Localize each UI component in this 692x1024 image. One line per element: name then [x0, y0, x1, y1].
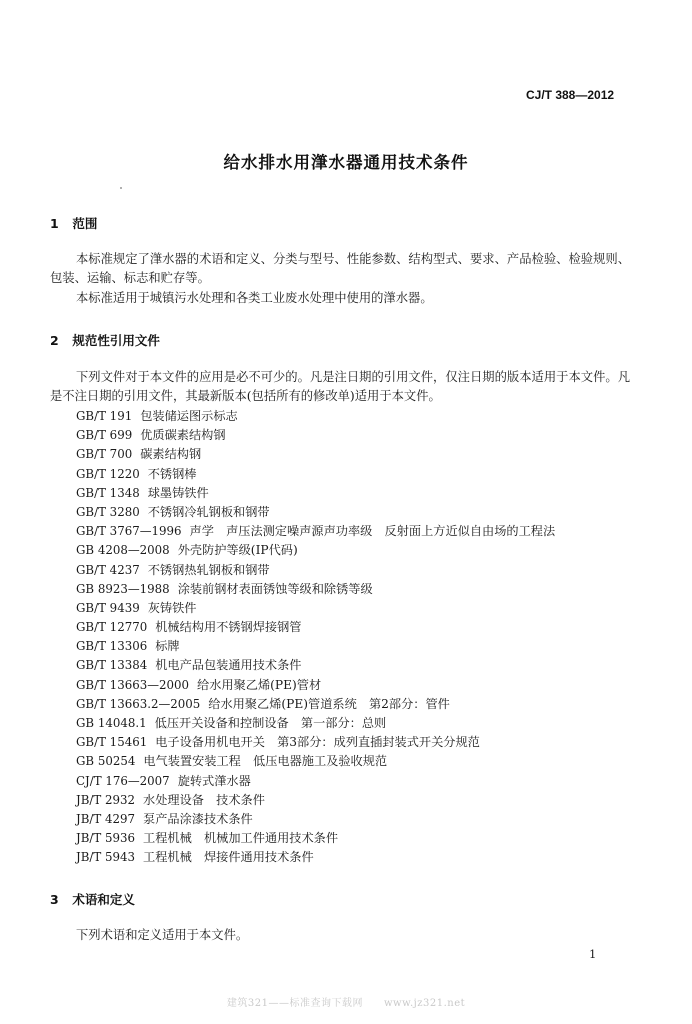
reference-code: GB/T 13384 — [76, 658, 148, 673]
document-title: 给水排水用潷水器通用技术条件 — [223, 153, 469, 172]
reference-code: GB/T 1348 — [76, 485, 140, 500]
reference-item — [76, 752, 555, 771]
reference-code: JB/T 5936 — [76, 831, 136, 846]
reference-code: GB/T 4237 — [76, 562, 140, 577]
reference-title: 标牌 — [155, 639, 180, 654]
reference-code: GB 50254 — [76, 754, 136, 769]
reference-title: 球墨铸铁件 — [147, 485, 209, 500]
section-number: 2 — [50, 333, 59, 348]
reference-title: 机械结构用不锈钢焊接钢管 — [155, 620, 302, 635]
reference-title: 涂装前钢材表面锈蚀等级和除锈等级 — [177, 581, 373, 596]
watermark: 建筑321——标准查询下载网 www.jz321.net — [226, 998, 466, 1009]
reference-code: GB/T 3280 — [76, 504, 140, 519]
reference-title: 包装储运图示标志 — [140, 409, 238, 423]
reference-code: JB/T 2932 — [76, 792, 136, 807]
page-number: 1 — [589, 947, 597, 961]
reference-item — [76, 772, 555, 791]
reference-code: GB/T 3767—1996 — [76, 524, 182, 539]
reference-code: GB 14048.1 — [76, 716, 147, 730]
reference-code: GB/T 12770 — [76, 620, 148, 635]
reference-item — [76, 810, 555, 829]
reference-item — [76, 637, 555, 656]
reference-item — [76, 676, 555, 695]
section-title: 术语和定义 — [72, 892, 135, 907]
reference-item — [76, 522, 555, 541]
reference-title: 优质碳素结构钢 — [140, 428, 226, 443]
reference-item — [76, 580, 555, 599]
reference-code: JB/T 5943 — [76, 850, 136, 865]
reference-item — [76, 791, 555, 810]
reference-title: 电子设备用机电开关 第3部分：成列直插封装式开关分规范 — [155, 735, 480, 750]
reference-code: CJ/T 176—2007 — [76, 773, 170, 788]
reference-item — [76, 445, 555, 464]
reference-title: 不锈钢棒 — [147, 466, 197, 481]
reference-code: GB/T 13663.2—2005 — [76, 696, 201, 711]
reference-title: 低压开关设备和控制设备 第一部分：总则 — [154, 716, 387, 730]
reference-title: 工程机械 焊接件通用技术条件 — [143, 850, 314, 865]
document-code: CJ/T 388—2012 — [526, 88, 615, 102]
reference-item — [76, 561, 555, 580]
reference-item — [76, 714, 555, 733]
section-title: 范围 — [72, 216, 98, 231]
reference-title: 不锈钢热轧钢板和钢带 — [147, 562, 270, 577]
reference-title: 不锈钢冷轧钢板和钢带 — [147, 504, 270, 519]
reference-item — [76, 465, 555, 484]
reference-title: 电气装置安装工程 低压电器施工及验收规范 — [143, 754, 388, 769]
reference-title: 旋转式潷水器 — [177, 773, 251, 788]
section-title: 规范性引用文件 — [72, 333, 160, 348]
reference-title: 给水用聚乙烯(PE)管材 — [197, 677, 322, 692]
reference-title: 声学 声压法测定噪声源声功率级 反射面上方近似自由场的工程法 — [189, 524, 556, 539]
reference-item — [76, 829, 555, 848]
reference-item — [76, 599, 555, 618]
reference-code: GB/T 1220 — [76, 466, 140, 481]
reference-list — [76, 407, 555, 868]
reference-code: GB 4208—2008 — [76, 543, 170, 558]
reference-item — [76, 541, 555, 560]
reference-title: 工程机械 机械加工件通用技术条件 — [143, 831, 339, 846]
reference-item — [76, 656, 555, 675]
reference-item — [76, 503, 555, 522]
reference-item — [76, 848, 555, 867]
reference-title: 泵产品涂漆技术条件 — [143, 811, 253, 826]
reference-item — [76, 733, 555, 752]
reference-item — [76, 484, 555, 503]
scope-paragraph-1: 本标准规定了潷水器的术语和定义、分类与型号、性能参数、结构型式、要求、产品检验、检验规则、包装、运输、标志和贮存等。 — [50, 252, 630, 285]
reference-code: GB/T 13306 — [76, 639, 148, 654]
reference-code: GB/T 700 — [76, 447, 133, 462]
reference-code: JB/T 4297 — [76, 811, 136, 826]
section-number: 3 — [50, 892, 59, 907]
scope-paragraph-2: 本标准适用于城镇污水处理和各类工业废水处理中使用的潷水器。 — [76, 291, 433, 305]
section-number: 1 — [50, 216, 59, 231]
reference-code: GB 8923—1988 — [76, 581, 170, 596]
reference-item — [76, 618, 555, 637]
terms-intro-paragraph: 下列术语和定义适用于本文件。 — [76, 928, 249, 942]
reference-code: GB/T 15461 — [76, 735, 148, 750]
reference-code: GB/T 13663—2000 — [76, 677, 190, 692]
reference-title: 给水用聚乙烯(PE)管道系统 第2部分：管件 — [208, 696, 450, 711]
section-heading-scope — [50, 214, 97, 232]
reference-item — [76, 407, 555, 426]
reference-code: GB/T 9439 — [76, 600, 140, 615]
reference-title: 碳素结构钢 — [140, 447, 202, 462]
scan-speck — [120, 187, 122, 189]
reference-item — [76, 426, 555, 445]
reference-code: GB/T 699 — [76, 428, 133, 443]
reference-title: 水处理设备 技术条件 — [143, 792, 265, 807]
reference-title: 机电产品包装通用技术条件 — [155, 658, 302, 673]
reference-title: 外壳防护等级(IP代码) — [177, 543, 298, 558]
reference-title: 灰铸铁件 — [147, 600, 197, 615]
reference-item — [76, 695, 555, 714]
references-intro-paragraph: 下列文件对于本文件的应用是必不可少的。凡是注日期的引用文件，仅注日期的版本适用于本文件。凡是不注日期的引用文件，其最新版本(包括所有的修改单)适用于本文件。 — [50, 370, 630, 403]
section-heading-terms-definitions — [50, 890, 135, 908]
section-heading-normative-references — [50, 331, 160, 349]
reference-code: GB/T 191 — [76, 409, 133, 423]
